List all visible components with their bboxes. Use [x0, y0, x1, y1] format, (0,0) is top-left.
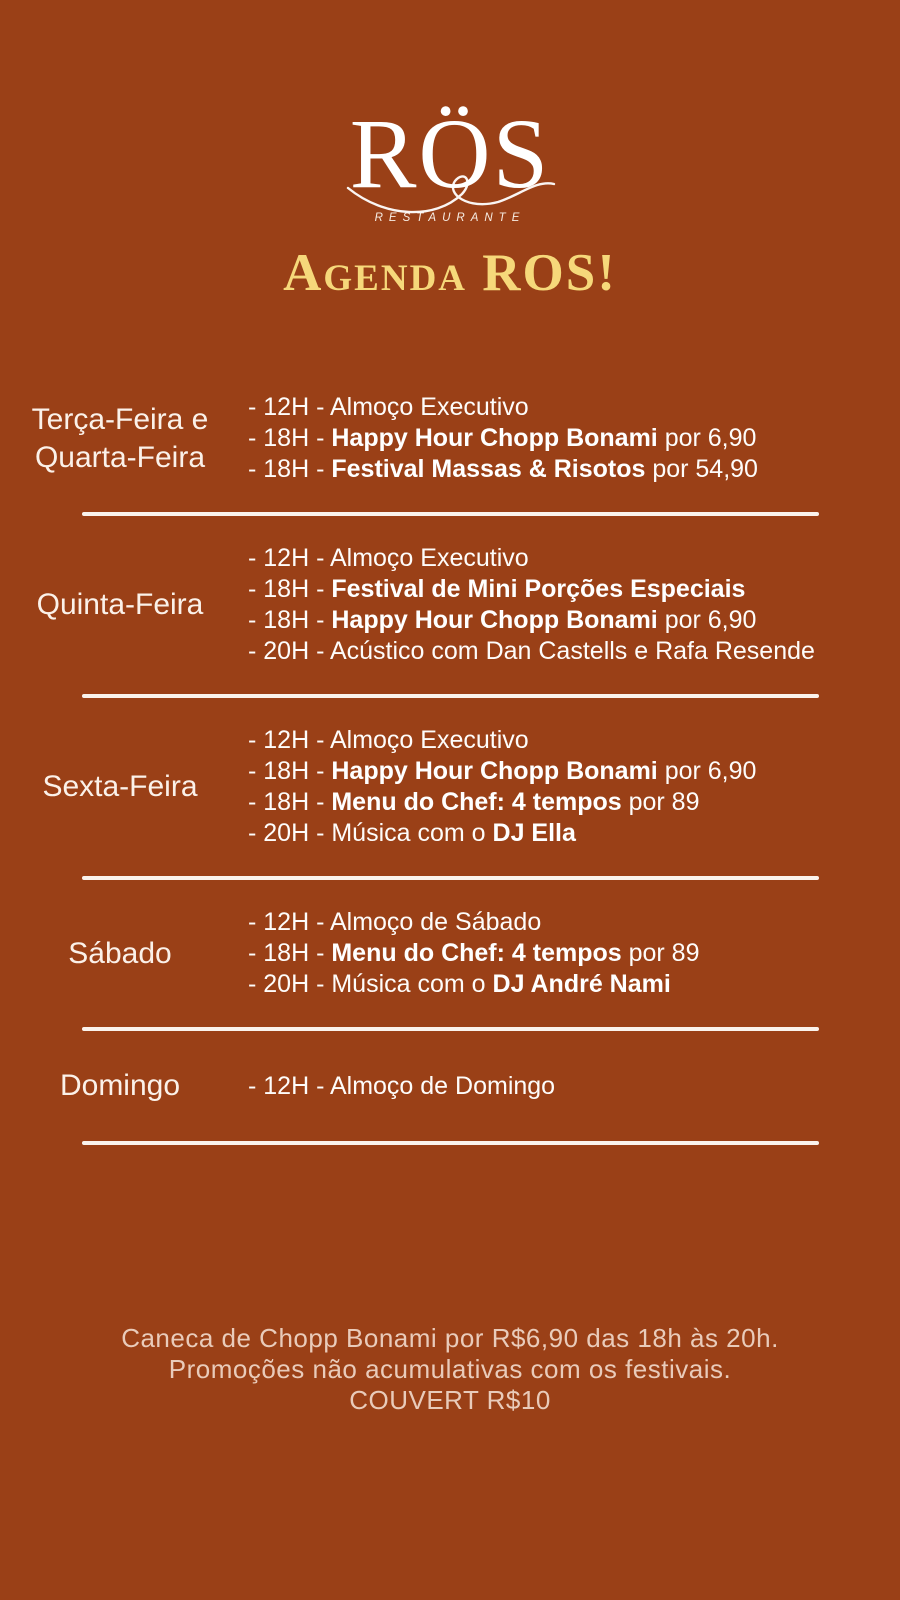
- page-title: Agenda ROS!: [283, 244, 617, 302]
- item-highlight: Menu do Chef: 4 tempos: [331, 939, 622, 968]
- schedule-row: [0, 516, 900, 694]
- item-highlight: Festival de Mini Porções Especiais: [331, 575, 746, 604]
- schedule-item: [248, 574, 900, 605]
- item-text: por 6,90: [657, 757, 757, 786]
- item-highlight: Menu do Chef: 4 tempos: [331, 788, 622, 817]
- schedule-item: [248, 423, 900, 454]
- day-label: [0, 1067, 240, 1105]
- item-highlight: Happy Hour Chopp Bonami: [331, 606, 658, 635]
- day-label-line: Sexta-Feira: [42, 770, 198, 804]
- item-highlight: Festival Massas & Risotos: [331, 455, 646, 484]
- schedule-item: [248, 938, 900, 969]
- day-label: [0, 586, 240, 624]
- item-text: por 89: [621, 939, 700, 968]
- item-text: por 54,90: [645, 455, 758, 484]
- item-text: - 18H -: [248, 757, 332, 786]
- logo-subtitle: RESTAURANTE: [374, 212, 526, 224]
- day-label: [0, 401, 240, 477]
- item-text: - 18H -: [248, 788, 332, 817]
- schedule-item: [248, 818, 900, 849]
- day-items: [240, 907, 900, 1000]
- item-text: por 89: [621, 788, 700, 817]
- footer-notes: [0, 1323, 900, 1416]
- day-label-line: Quinta-Feira: [36, 588, 204, 622]
- item-text: - 20H - Música com o: [248, 819, 493, 848]
- day-label-line: Terça-Feira e: [31, 402, 209, 436]
- item-text: - 12H - Almoço Executivo: [248, 544, 529, 573]
- item-text: por 6,90: [657, 424, 757, 453]
- weekly-schedule: [0, 388, 900, 1145]
- item-text: - 18H -: [248, 606, 332, 635]
- logo-wordmark: RÖS: [349, 98, 551, 209]
- schedule-item: [248, 756, 900, 787]
- day-items: [240, 1071, 900, 1102]
- schedule-item: [248, 392, 900, 423]
- item-text: - 12H - Almoço de Domingo: [248, 1071, 556, 1100]
- restaurant-logo: [0, 0, 900, 224]
- schedule-item: [248, 725, 900, 756]
- day-label-line: Sábado: [68, 936, 172, 970]
- schedule-item: [248, 636, 900, 667]
- item-highlight: DJ André Nami: [492, 970, 671, 999]
- day-items: [240, 392, 900, 485]
- item-highlight: Happy Hour Chopp Bonami: [331, 757, 658, 786]
- item-highlight: DJ Ella: [492, 819, 576, 848]
- day-items: [240, 543, 900, 667]
- footer-note-couvert: COUVERT R$10: [349, 1385, 551, 1416]
- day-items: [240, 725, 900, 849]
- item-text: - 18H -: [248, 939, 332, 968]
- schedule-item: [248, 605, 900, 636]
- item-text: - 20H - Música com o: [248, 970, 493, 999]
- schedule-item: [248, 454, 900, 485]
- item-highlight: Happy Hour Chopp Bonami: [331, 424, 658, 453]
- poster-header: [0, 0, 900, 302]
- item-text: - 12H - Almoço Executivo: [248, 393, 529, 422]
- item-text: - 20H - Acústico com Dan Castells e Rafa Resende: [248, 637, 815, 666]
- schedule-row: [0, 880, 900, 1027]
- schedule-item: [248, 787, 900, 818]
- day-label: [0, 768, 240, 806]
- schedule-item: [248, 543, 900, 574]
- day-label-line: Quarta-Feira: [34, 440, 206, 474]
- item-text: - 18H -: [248, 424, 332, 453]
- schedule-row: [0, 1031, 900, 1141]
- schedule-item: [248, 1071, 900, 1102]
- item-text: - 12H - Almoço Executivo: [248, 726, 529, 755]
- schedule-row: [0, 698, 900, 876]
- day-label-line: Domingo: [59, 1069, 181, 1103]
- schedule-item: [248, 907, 900, 938]
- schedule-item: [248, 969, 900, 1000]
- footer-note-chopp: Caneca de Chopp Bonami por R$6,90 das 18h às 20h.: [121, 1323, 779, 1354]
- item-text: - 18H -: [248, 575, 332, 604]
- item-text: por 6,90: [657, 606, 757, 635]
- footer-note-promo: Promoções não acumulativas com os festivais.: [168, 1354, 732, 1385]
- section-divider: [82, 1141, 819, 1145]
- schedule-row: [0, 388, 900, 512]
- day-label: [0, 935, 240, 973]
- item-text: - 18H -: [248, 455, 332, 484]
- item-text: - 12H - Almoço de Sábado: [248, 908, 542, 937]
